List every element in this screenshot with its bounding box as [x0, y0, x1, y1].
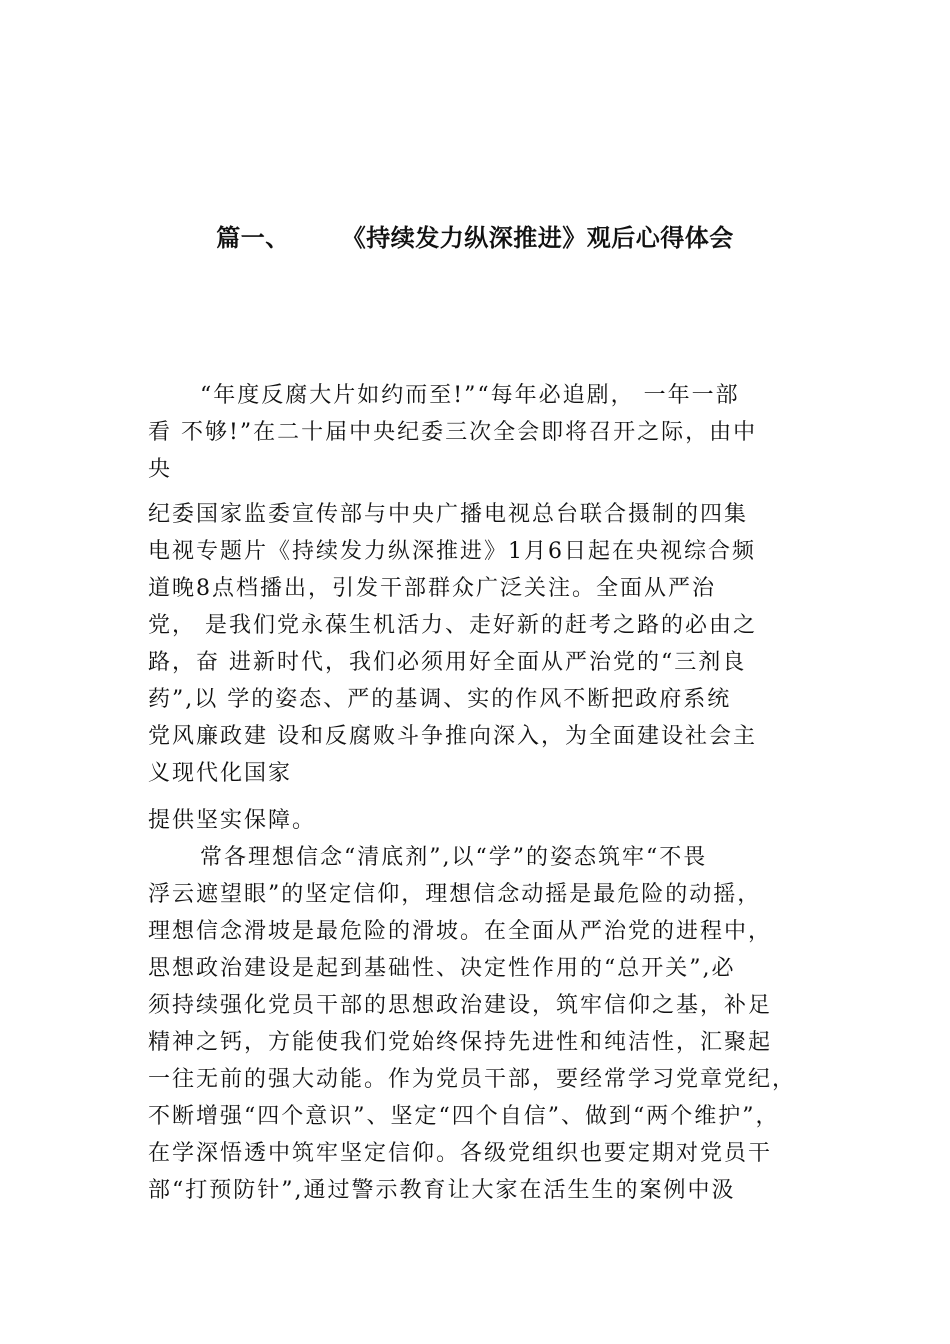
- title-main: 《持续发力纵深推进》观后心得体会: [341, 224, 734, 252]
- title-prefix: 篇一、: [216, 224, 290, 252]
- document-body: [148, 380, 828, 1212]
- text-line: 精神之钙，方能使我们党始终保持先进性和纯洁性，汇聚起: [148, 1030, 773, 1055]
- text-line: 央: [148, 457, 173, 482]
- text-line: 电视专题片《持续发力纵深推进》1月6日起在央视综合频: [148, 539, 756, 564]
- text-line: 党风廉政建 设和反腐败斗争推向深入，为全面建设社会主: [148, 724, 757, 749]
- text-line: “年度反腐大片如约而至!”“每年必追剧， 一年一部: [200, 383, 740, 408]
- text-line: 一往无前的强大动能。作为党员干部，要经常学习党章党纪，: [148, 1067, 797, 1092]
- text-line: 纪委国家监委宣传部与中央广播电视总台联合摄制的四集: [148, 502, 749, 527]
- paragraph-1: [148, 380, 828, 485]
- text-line: 义现代化国家: [148, 761, 293, 786]
- text-line: 提供坚实保障。: [148, 808, 317, 833]
- text-line: 路，奋 进新时代，我们必须用好全面从严治党的“三剂良: [148, 650, 747, 675]
- text-line: 不断增强“四个意识”、坚定“四个自信”、做到“两个维护”，: [148, 1104, 780, 1129]
- document-title: [0, 218, 950, 253]
- text-line: 浮云遮望眼”的坚定信仰，理想信念动摇是最危险的动摇，: [148, 882, 762, 907]
- text-line: 党， 是我们党永葆生机活力、走好新的赶考之路的必由之: [148, 613, 757, 638]
- text-line: 道晚8点档播出，引发干部群众广泛关注。全面从严治: [148, 576, 716, 601]
- paragraph-3: [148, 805, 828, 836]
- paragraph-2: [148, 499, 828, 789]
- text-line: 常各理想信念“清底剂”,以“学”的姿态筑牢“不畏: [200, 845, 708, 870]
- text-line: 理想信念滑坡是最危险的滑坡。在全面从严治党的进程中，: [148, 919, 773, 944]
- text-line: 在学深悟透中筑牢坚定信仰。各级党组织也要定期对党员干: [148, 1141, 773, 1166]
- text-line: 思想政治建设是起到基础性、决定性作用的“总开关”,必: [148, 956, 736, 981]
- paragraph-4: [148, 842, 828, 1206]
- text-line: 药”,以 学的姿态、严的基调、实的作风不断把政府系统: [148, 687, 732, 712]
- text-line: 看 不够!”在二十届中央纪委三次全会即将召开之际，由中: [148, 420, 758, 445]
- text-line: 须持续强化党员干部的思想政治建设，筑牢信仰之基，补足: [148, 993, 773, 1018]
- text-line: 部“打预防针”,通过警示教育让大家在活生生的案例中汲: [148, 1178, 736, 1203]
